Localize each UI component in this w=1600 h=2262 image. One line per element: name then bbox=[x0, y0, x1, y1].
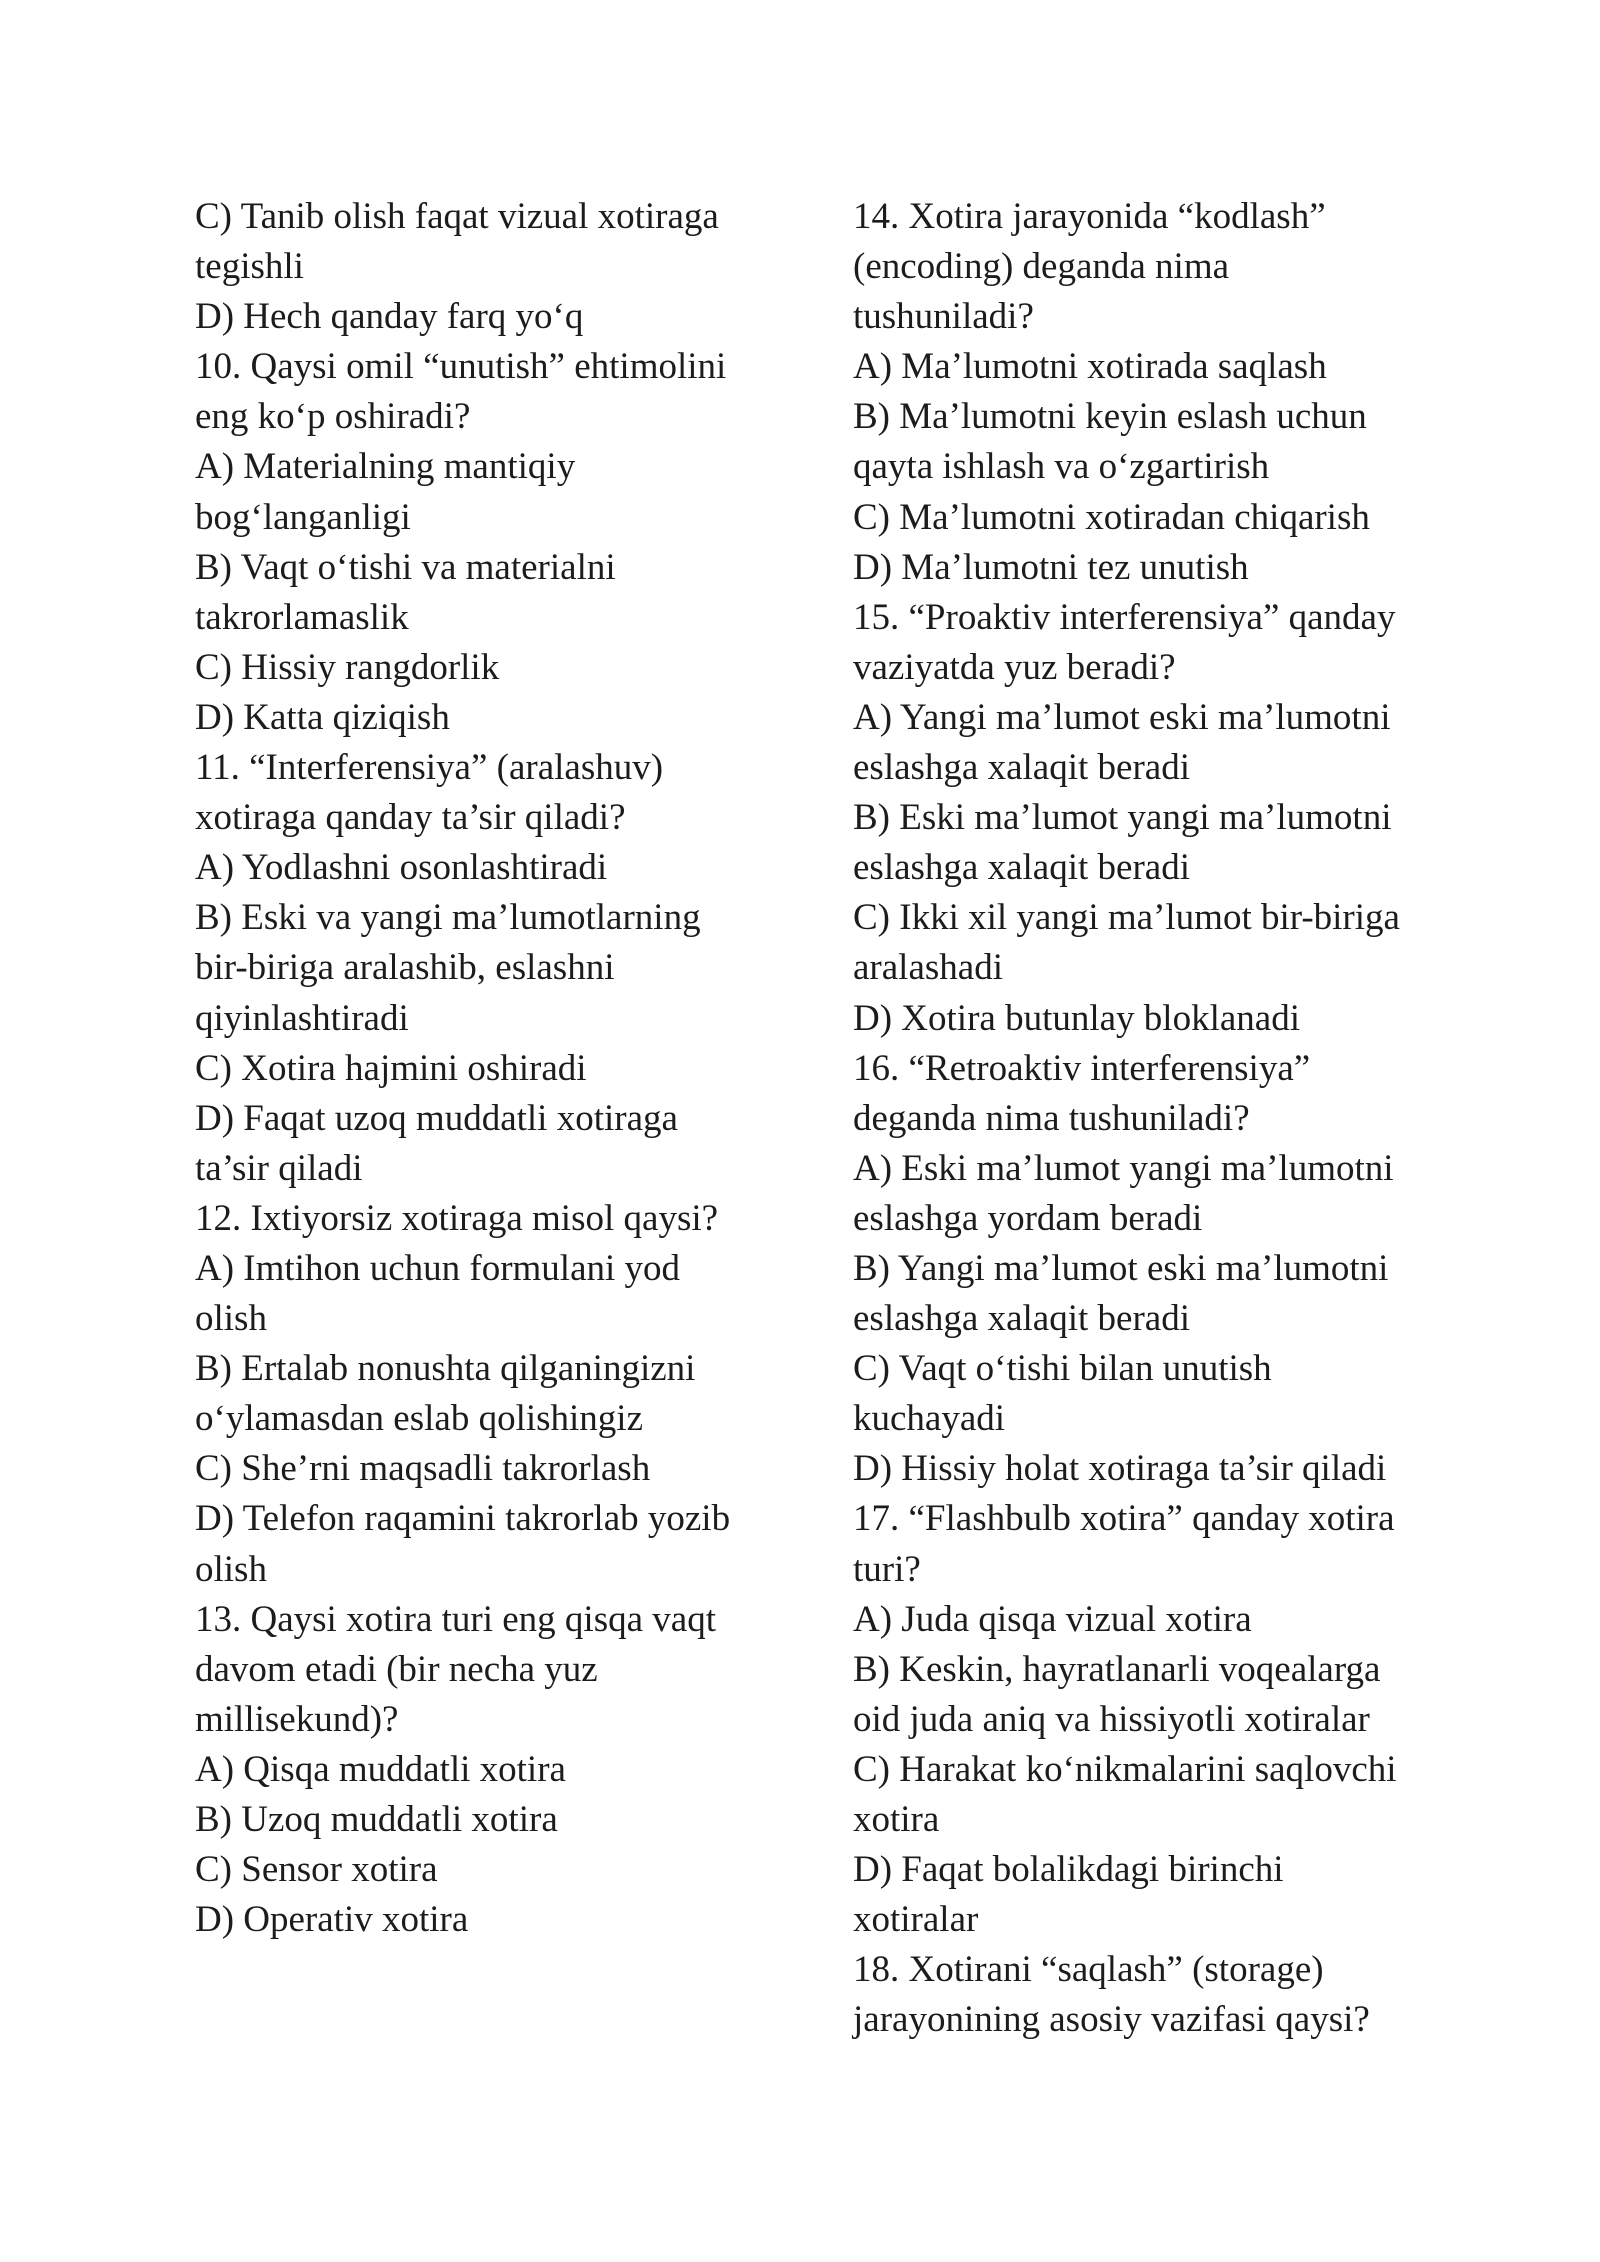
text-line: 11. “Interferensiya” (aralashuv) bbox=[195, 747, 664, 789]
text-line: D) Katta qiziqish bbox=[195, 696, 450, 738]
text-line: 16. “Retroaktiv interferensiya” bbox=[853, 1047, 1311, 1089]
text-line: 15. “Proaktiv interferensiya” qanday bbox=[853, 596, 1396, 638]
text-line: qayta ishlash va o‘zgartirish bbox=[853, 446, 1270, 488]
text-line: kuchayadi bbox=[853, 1398, 1006, 1440]
text-line: B) Vaqt o‘tishi va materialni bbox=[195, 546, 616, 588]
text-line: C) Hissiy rangdorlik bbox=[195, 646, 500, 688]
text-line: tegishli bbox=[195, 246, 304, 288]
text-line: ta’sir qiladi bbox=[195, 1147, 363, 1189]
text-line: C) Tanib olish faqat vizual xotiraga bbox=[195, 196, 719, 237]
text-line: o‘ylamasdan eslab qolishingiz bbox=[195, 1398, 644, 1440]
text-line: D) Hissiy holat xotiraga ta’sir qiladi bbox=[853, 1448, 1387, 1490]
text-line: eslashga yordam beradi bbox=[853, 1197, 1203, 1239]
text-line: oid juda aniq va hissiyotli xotiralar bbox=[853, 1698, 1370, 1740]
text-line: eslashga xalaqit beradi bbox=[853, 847, 1190, 889]
text-line: jarayonining asosiy vazifasi qaysi? bbox=[853, 1999, 1370, 2041]
text-line: 14. Xotira jarayonida “kodlash” bbox=[853, 196, 1326, 237]
text-line: aralashadi bbox=[853, 947, 1003, 989]
text-line: A) Imtihon uchun formulani yod bbox=[195, 1247, 681, 1289]
text-line: 13. Qaysi xotira turi eng qisqa vaqt bbox=[195, 1598, 716, 1640]
left-column bbox=[195, 192, 775, 1945]
text-line: A) Qisqa muddatli xotira bbox=[195, 1748, 566, 1790]
text-line: B) Ma’lumotni keyin eslash uchun bbox=[853, 396, 1367, 438]
text-line: C) Xotira hajmini oshiradi bbox=[195, 1047, 587, 1089]
text-line: A) Yodlashni osonlashtiradi bbox=[195, 847, 608, 889]
text-line: 18. Xotirani “saqlash” (storage) bbox=[853, 1949, 1324, 1991]
text-line: B) Eski va yangi ma’lumotlarning bbox=[195, 897, 701, 939]
text-line: C) Vaqt o‘tishi bilan unutish bbox=[853, 1348, 1272, 1390]
text-line: (encoding) deganda nima bbox=[853, 246, 1230, 288]
text-line: D) Ma’lumotni tez unutish bbox=[853, 546, 1249, 588]
text-line: B) Ertalab nonushta qilganingizni bbox=[195, 1348, 696, 1390]
text-line: D) Hech qanday farq yo‘q bbox=[195, 296, 584, 338]
text-line: qiyinlashtiradi bbox=[195, 997, 409, 1039]
text-line: C) Ma’lumotni xotiradan chiqarish bbox=[853, 496, 1370, 538]
text-line: C) Harakat ko‘nikmalarini saqlovchi bbox=[853, 1748, 1397, 1790]
text-line: A) Juda qisqa vizual xotira bbox=[853, 1598, 1252, 1640]
text-line: eslashga xalaqit beradi bbox=[853, 1298, 1190, 1340]
text-line: B) Uzoq muddatli xotira bbox=[195, 1799, 558, 1840]
text-line: C) She’rni maqsadli takrorlash bbox=[195, 1448, 651, 1490]
text-line: D) Telefon raqamini takrorlab yozib bbox=[195, 1498, 731, 1540]
right-column bbox=[853, 192, 1433, 2045]
text-line: C) Ikki xil yangi ma’lumot bir-biriga bbox=[853, 897, 1400, 939]
text-line: A) Yangi ma’lumot eski ma’lumotni bbox=[853, 696, 1391, 738]
text-line: eslashga xalaqit beradi bbox=[853, 747, 1190, 789]
text-line: xotiraga qanday ta’sir qiladi? bbox=[195, 797, 626, 839]
text-line: davom etadi (bir necha yuz bbox=[195, 1648, 598, 1690]
text-line: eng ko‘p oshiradi? bbox=[195, 396, 471, 438]
text-line: D) Xotira butunlay bloklanadi bbox=[853, 997, 1300, 1039]
text-line: xotiralar bbox=[853, 1899, 979, 1941]
text-line: B) Eski ma’lumot yangi ma’lumotni bbox=[853, 797, 1392, 839]
text-line: vaziyatda yuz beradi? bbox=[853, 646, 1176, 688]
text-line: 17. “Flashbulb xotira” qanday xotira bbox=[853, 1498, 1395, 1540]
text-line: A) Materialning mantiqiy bbox=[195, 446, 576, 488]
text-line: xotira bbox=[853, 1799, 940, 1840]
text-line: deganda nima tushuniladi? bbox=[853, 1097, 1250, 1139]
text-line: takrorlamaslik bbox=[195, 596, 409, 638]
text-line: 12. Ixtiyorsiz xotiraga misol qaysi? bbox=[195, 1197, 719, 1239]
text-line: B) Yangi ma’lumot eski ma’lumotni bbox=[853, 1247, 1389, 1289]
text-line: olish bbox=[195, 1548, 267, 1590]
text-line: turi? bbox=[853, 1548, 921, 1590]
text-line: millisekund)? bbox=[195, 1698, 399, 1740]
text-line: bog‘langanligi bbox=[195, 496, 411, 538]
text-line: tushuniladi? bbox=[853, 296, 1034, 338]
text-line: D) Operativ xotira bbox=[195, 1899, 469, 1941]
text-line: D) Faqat bolalikdagi birinchi bbox=[853, 1849, 1284, 1891]
text-line: A) Ma’lumotni xotirada saqlash bbox=[853, 346, 1327, 388]
text-line: D) Faqat uzoq muddatli xotiraga bbox=[195, 1097, 678, 1139]
text-line: C) Sensor xotira bbox=[195, 1849, 438, 1891]
text-line: olish bbox=[195, 1298, 267, 1340]
text-line: bir-biriga aralashib, eslashni bbox=[195, 947, 615, 989]
text-line: B) Keskin, hayratlanarli voqealarga bbox=[853, 1648, 1381, 1690]
text-line: 10. Qaysi omil “unutish” ehtimolini bbox=[195, 346, 727, 388]
text-line: A) Eski ma’lumot yangi ma’lumotni bbox=[853, 1147, 1394, 1189]
